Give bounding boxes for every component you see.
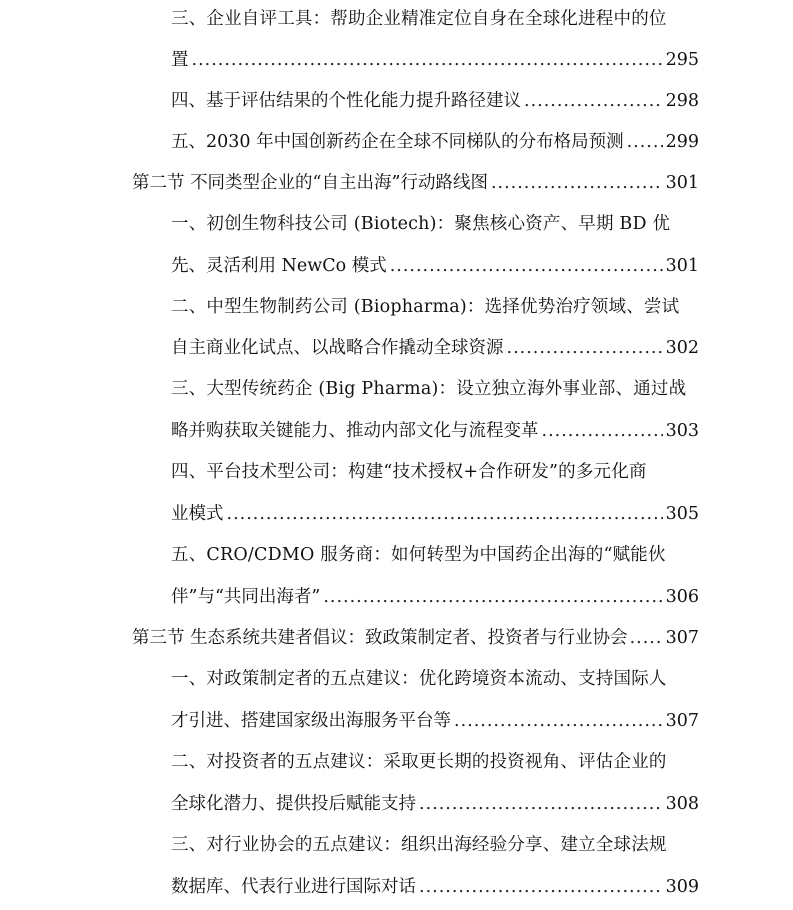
- toc-section-entry[interactable]: [132, 621, 699, 655]
- toc-entry-title: 三、大型传统药企 (Big Pharma)：设立独立海外事业部、通过战: [171, 379, 687, 399]
- toc-entry-title: 四、基于评估结果的个性化能力提升路径建议: [171, 91, 521, 111]
- toc-entry[interactable]: [171, 787, 699, 821]
- toc-entry-title: 才引进、搭建国家级出海服务平台等: [171, 711, 451, 731]
- toc-entry-title: 业模式: [171, 504, 224, 524]
- toc-entry[interactable]: [171, 290, 699, 324]
- toc-entry[interactable]: [171, 745, 699, 779]
- toc-page-number: 302: [665, 338, 699, 358]
- dot-leader: [524, 84, 663, 118]
- toc-entry-title: 二、对投资者的五点建议：采取更长期的投资视角、评估企业的: [171, 752, 667, 772]
- dot-leader: [419, 787, 663, 821]
- toc-entry[interactable]: [171, 414, 699, 448]
- toc-entry[interactable]: [171, 43, 699, 77]
- toc-entry[interactable]: [171, 249, 699, 283]
- toc-entry[interactable]: [171, 538, 699, 572]
- toc-page-number: 309: [665, 877, 699, 897]
- toc-entry-title: 四、平台技术型公司：构建“技术授权+合作研发”的多元化商: [171, 462, 647, 482]
- toc-entry-title: 五、CRO/CDMO 服务商：如何转型为中国药企出海的“赋能伙: [171, 545, 666, 565]
- dot-leader: [390, 249, 663, 283]
- toc-entry-title: 五、2030 年中国创新药企在全球不同梯队的分布格局预测: [171, 132, 624, 152]
- toc-entry[interactable]: [171, 455, 699, 489]
- toc-page-number: 306: [665, 587, 699, 607]
- toc-entry-title: 二、中型生物制药公司 (Biopharma)：选择优势治疗领域、尝试: [171, 297, 680, 317]
- dot-leader: [323, 580, 662, 614]
- toc-page-number: 299: [665, 132, 699, 152]
- toc-entry[interactable]: [171, 2, 699, 36]
- toc-page-number: 301: [665, 256, 699, 276]
- toc-page-number: 295: [665, 50, 699, 70]
- toc-page-number: 308: [665, 794, 699, 814]
- toc-entry[interactable]: [171, 84, 699, 118]
- toc-entry-title: 数据库、代表行业进行国际对话: [171, 877, 416, 897]
- toc-entry-title: 一、对政策制定者的五点建议：优化跨境资本流动、支持国际人: [171, 669, 667, 689]
- dot-leader: [227, 497, 663, 531]
- toc-page-number: 303: [665, 421, 699, 441]
- toc-page-number: 307: [665, 711, 699, 731]
- toc-page-number: 301: [665, 173, 699, 193]
- dot-leader: [507, 331, 663, 365]
- toc-entry-title: 伴”与“共同出海者”: [171, 587, 321, 607]
- dot-leader: [491, 166, 663, 200]
- toc-page-number: 305: [665, 504, 699, 524]
- toc-entry-title: 全球化潜力、提供投后赋能支持: [171, 794, 416, 814]
- dot-leader: [419, 870, 663, 904]
- toc-entry-title: 先、灵活利用 NewCo 模式: [171, 256, 387, 276]
- toc-section-entry[interactable]: [132, 166, 699, 200]
- toc-entry[interactable]: [171, 704, 699, 738]
- toc-page-number: 298: [665, 91, 699, 111]
- toc-entry[interactable]: [171, 331, 699, 365]
- dot-leader: [454, 704, 663, 738]
- toc-section-title: 第二节 不同类型企业的“自主出海”行动路线图: [132, 173, 488, 193]
- toc-entry[interactable]: [171, 372, 699, 406]
- toc-entry[interactable]: [171, 662, 699, 696]
- toc-entry[interactable]: [171, 828, 699, 862]
- toc-entry[interactable]: [171, 580, 699, 614]
- dot-leader: [630, 621, 664, 655]
- toc-entry[interactable]: [171, 125, 699, 159]
- dot-leader: [192, 43, 663, 77]
- toc-entry-title: 略并购获取关键能力、推动内部文化与流程变革: [171, 421, 539, 441]
- toc-entry-title: 置: [171, 50, 189, 70]
- toc-entry-title: 一、初创生物科技公司 (Biotech)：聚焦核心资产、早期 BD 优: [171, 214, 671, 234]
- toc-page-number: 307: [665, 628, 699, 648]
- dot-leader: [542, 414, 663, 448]
- toc-section-title: 第三节 生态系统共建者倡议：致政策制定者、投资者与行业协会: [132, 628, 628, 648]
- toc-entry-title: 自主商业化试点、以战略合作撬动全球资源: [171, 338, 504, 358]
- toc-entry[interactable]: [171, 207, 699, 241]
- toc-entry[interactable]: [171, 870, 699, 904]
- dot-leader: [627, 125, 663, 159]
- toc-entry-title: 三、对行业协会的五点建议：组织出海经验分享、建立全球法规: [171, 835, 667, 855]
- toc-entry-title: 三、企业自评工具：帮助企业精准定位自身在全球化进程中的位: [171, 9, 667, 29]
- toc-entry[interactable]: [171, 497, 699, 531]
